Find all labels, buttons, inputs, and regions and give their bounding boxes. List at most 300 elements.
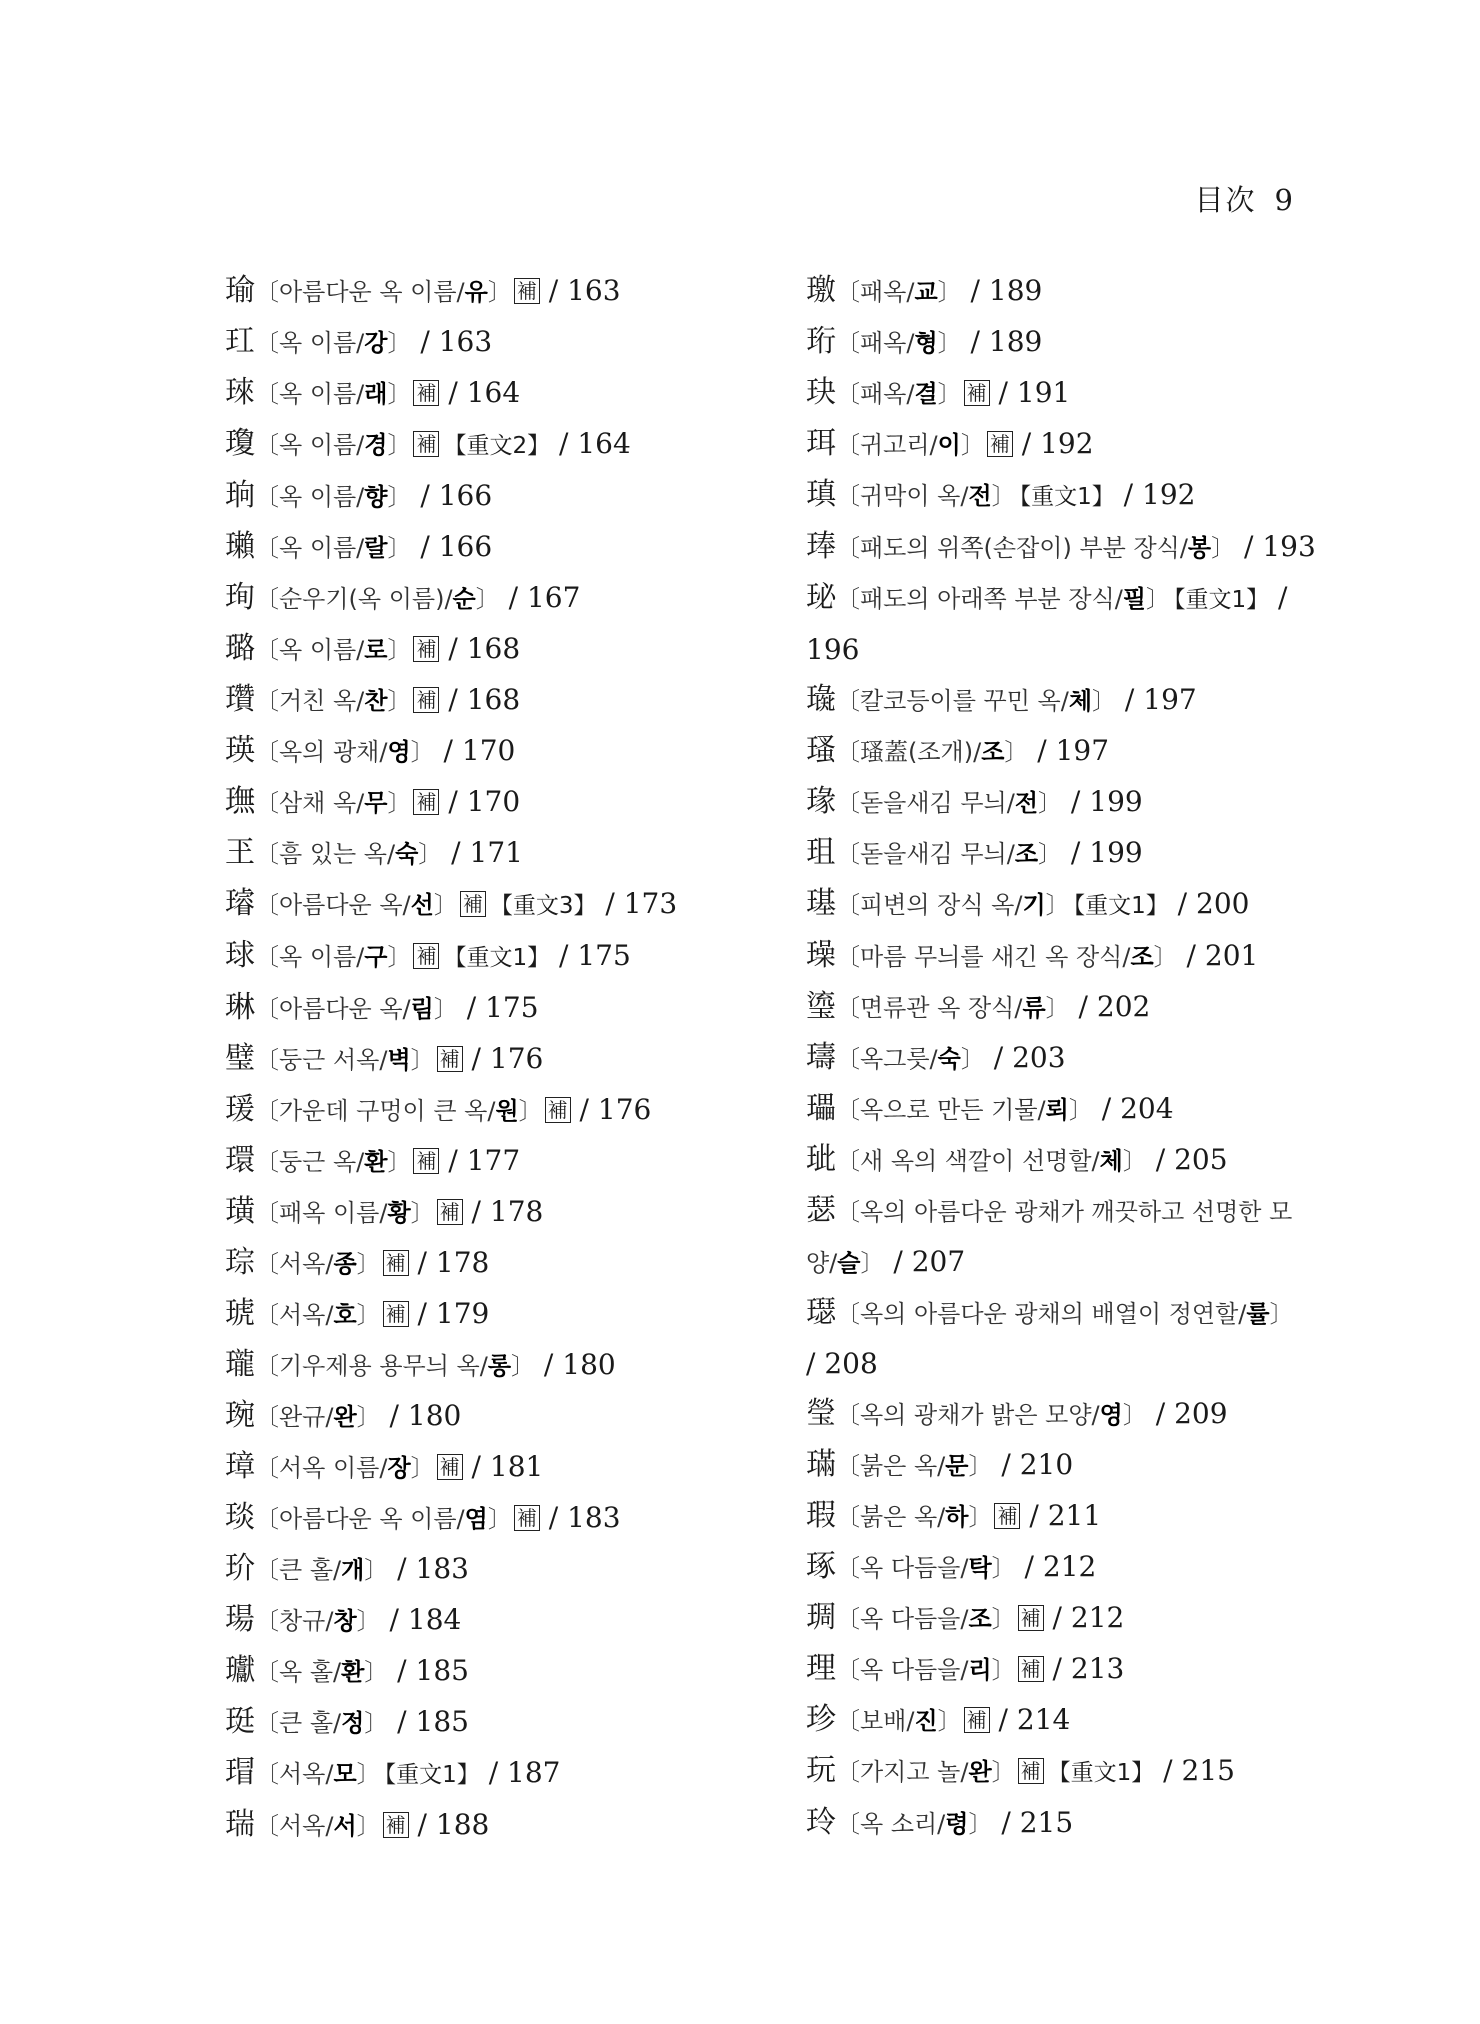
entry-gloss: 〔瑵蓋(조개)/조〕 [836,738,1029,766]
entry-meaning: 瑵蓋(조개)/ [860,738,982,766]
entry-character: 珥 [806,426,836,461]
entry-character: 瑕 [806,1498,836,1533]
toc-entry: 瓏〔기우제용 용무늬 옥/롱〕 / 180 [225,1347,616,1382]
entry-gloss: 〔둥근 옥/환〕 [255,1148,412,1176]
entry-meaning: 붉은 옥/ [860,1452,946,1480]
toc-entry: 瑕〔붉은 옥/하〕 補 / 211 [806,1498,1102,1533]
entry-reading: 랄 [364,534,388,562]
entry-reading: 뢰 [1045,1096,1069,1124]
entry-gloss: 〔옥 이름/랄〕 [255,534,412,562]
entry-character: 琳 [225,990,255,1025]
entry-character: 瓏 [225,1347,255,1382]
entry-character: 璂 [806,886,836,921]
entry-page-number: 207 [911,1245,966,1278]
entry-page-number: 192 [1040,427,1094,460]
entry-gloss: 〔서옥/모〕 [255,1760,381,1788]
entry-meaning: 옥 홀/ [279,1658,342,1686]
entry-reading: 래 [364,380,388,408]
entry-gloss: 〔옥 다듬을/리〕 [836,1656,1016,1684]
entry-character: 琜 [225,375,255,410]
toc-entry: 瑑〔돋을새김 무늬/전〕 / 199 [806,784,1143,819]
supplement-mark: 補 [413,636,439,662]
entry-page-number: 176 [489,1042,544,1075]
entry-character: 瑩 [806,1396,836,1431]
entry-meaning: 서옥/ [279,1250,334,1278]
entry-meaning: 칼코등이를 꾸민 옥/ [860,687,1069,715]
entry-meaning: 옥의 광채/ [279,738,388,766]
entry-gloss: 〔옥의 아름다운 광채의 배열이 정연할/률〕 [836,1300,1294,1328]
entry-reading: 정 [341,1709,365,1737]
toc-entry: 瑟〔옥의 아름다운 광채가 깨끗하고 선명한 모양/슬〕 / 207 [806,1193,1293,1278]
entry-character: 瓚 [225,682,255,717]
entry-meaning: 옥 다듬을/ [860,1605,969,1633]
entry-character: 瑛 [225,733,255,768]
entry-gloss: 〔붉은 옥/문〕 [836,1452,993,1480]
entry-character: 球 [225,938,255,973]
entry-meaning: 옥으로 만든 기물/ [860,1096,1046,1124]
entry-reading: 률 [1246,1300,1270,1328]
entry-reading: 영 [387,738,411,766]
entry-page-number: 214 [1016,1703,1071,1736]
entry-gloss: 〔돋을새김 무늬/조〕 [836,840,1063,868]
entry-gloss: 〔보배/진〕 [836,1707,962,1735]
toc-entry: 璬〔패옥/교〕 / 189 [806,273,1043,308]
entry-page-number: 199 [1089,785,1143,818]
toc-entry: 玩〔가지고 놀/완〕 補 【重文1】 / 215 [806,1753,1235,1788]
entry-meaning: 옥 이름/ [279,943,365,971]
entry-character: 璹 [806,1040,836,1075]
entry-page-number: 211 [1047,1499,1102,1532]
entry-character: 瑱 [806,477,836,512]
entry-reading: 숙 [937,1045,961,1073]
supplement-mark: 補 [514,1505,540,1531]
entry-reading: 벽 [387,1046,411,1074]
entry-page-number: 203 [1012,1041,1066,1074]
toc-entry: 琱〔옥 다듬을/조〕 補 / 212 [806,1600,1125,1635]
entry-character: 瓛 [225,1653,255,1688]
entry-meaning: 완규/ [279,1403,334,1431]
entry-reading: 이 [937,431,961,459]
toc-entry: 璿〔아름다운 옥/선〕 補 【重文3】 / 173 [225,886,678,921]
entry-reading: 숙 [395,840,419,868]
entry-reading: 원 [495,1097,519,1125]
entry-reading: 순 [452,585,476,613]
entry-reading: 슬 [837,1249,861,1277]
entry-character: 琬 [225,1398,255,1433]
toc-entry: 璐〔옥 이름/로〕 補 / 168 [225,631,521,666]
toc-entry: 琳〔아름다운 옥/림〕 / 175 [225,990,539,1025]
entry-character: 瓎 [225,529,255,564]
entry-character: 瑜 [225,273,255,308]
supplement-mark: 補 [383,1301,409,1327]
entry-gloss: 〔귀막이 옥/전〕 [836,482,1016,510]
toc-entry: 環〔둥근 옥/환〕 補 / 177 [225,1143,521,1178]
entry-meaning: 옥 다듬을/ [860,1554,969,1582]
entry-page-number: 171 [469,836,523,869]
toc-entry: 琬〔완규/완〕 / 180 [225,1398,462,1433]
entry-reading: 조 [981,738,1005,766]
toc-entry: 玠〔큰 홀/개〕 / 183 [225,1551,469,1586]
variant-note: 【重文1】 [443,945,551,971]
toc-entry: 璊〔붉은 옥/문〕 / 210 [806,1447,1074,1482]
entry-page-number: 187 [507,1756,561,1789]
entry-gloss: 〔면류관 옥 장식/류〕 [836,994,1070,1022]
entry-meaning: 가지고 놀/ [860,1758,969,1786]
supplement-mark: 補 [413,789,439,815]
entry-reading: 염 [464,1505,488,1533]
toc-entry: 球〔옥 이름/구〕 補 【重文1】 / 175 [225,938,631,973]
toc-entry: 珥〔귀고리/이〕 補 / 192 [806,426,1094,461]
toc-entry: 瓎〔옥 이름/랄〕 / 166 [225,529,493,564]
entry-reading: 봉 [1187,534,1212,562]
entry-gloss: 〔칼코등이를 꾸민 옥/체〕 [836,687,1117,715]
supplement-mark: 補 [1018,1605,1044,1631]
toc-entry: 珩〔패옥/형〕 / 189 [806,324,1043,359]
entry-meaning: 옥그릇/ [860,1045,938,1073]
toc-entry: 璜〔패옥 이름/황〕 補 / 178 [225,1194,544,1229]
entry-gloss: 〔옥의 광채가 밝은 모양/영〕 [836,1401,1147,1429]
entry-reading: 전 [1014,789,1039,817]
running-head [1195,178,1295,219]
entry-page-number: 208 [824,1347,878,1380]
entry-character: 瑒 [225,1602,255,1637]
toc-entry: 瑱〔귀막이 옥/전〕 【重文1】 / 192 [806,477,1196,512]
entry-meaning: 아름다운 옥 이름/ [279,1505,465,1533]
entry-gloss: 〔큰 홀/개〕 [255,1556,389,1584]
entry-character: 璬 [806,273,836,308]
entry-character: 瑞 [225,1807,255,1842]
supplement-mark: 補 [383,1812,409,1838]
entry-gloss: 〔옥 이름/강〕 [255,329,412,357]
entry-gloss: 〔아름다운 옥/선〕 [255,891,458,919]
entry-meaning: 옥의 광채가 밝은 모양/ [860,1401,1100,1429]
entry-gloss: 〔붉은 옥/하〕 [836,1503,993,1531]
entry-page-number: 191 [1016,376,1071,409]
entry-character: 瓊 [225,426,255,461]
entry-gloss: 〔서옥/호〕 [255,1301,381,1329]
entry-meaning: 가운데 구멍이 큰 옥/ [279,1097,496,1125]
entry-character: 璑 [225,784,255,819]
entry-page-number: 210 [1019,1448,1074,1481]
entry-page-number: 192 [1142,478,1196,511]
entry-gloss: 〔옥 이름/로〕 [255,636,412,664]
supplement-mark: 補 [994,1503,1020,1529]
entry-meaning: 패옥 이름/ [279,1199,388,1227]
toc-entry: 珇〔돋을새김 무늬/조〕 / 199 [806,835,1143,870]
entry-gloss: 〔귀고리/이〕 [836,431,985,459]
entry-character: 玲 [806,1805,836,1840]
entry-page-number: 164 [577,427,631,460]
toc-entry: 琮〔서옥/종〕 補 / 178 [225,1245,490,1280]
entry-page-number: 197 [1055,734,1110,767]
variant-note: 【重文1】 [1073,893,1169,919]
entry-reading: 조 [1130,943,1154,971]
entry-gloss: 〔아름다운 옥/림〕 [255,995,458,1023]
entry-reading: 조 [968,1605,992,1633]
entry-page-number: 213 [1070,1652,1125,1685]
entry-meaning: 서옥 이름/ [279,1454,388,1482]
entry-page-number: 209 [1174,1397,1228,1430]
entry-meaning: 옥 이름/ [279,636,365,664]
entry-page-number: 168 [466,683,521,716]
entry-meaning: 보배/ [860,1707,915,1735]
entry-reading: 필 [1122,585,1146,613]
entry-reading: 로 [364,636,388,664]
entry-page-number: 200 [1196,887,1250,920]
entry-reading: 서 [333,1812,357,1840]
supplement-mark: 補 [987,431,1013,457]
entry-character: 環 [225,1143,255,1178]
entry-gloss: 〔새 옥의 색깔이 선명할/체〕 [836,1147,1147,1175]
entry-page-number: 205 [1174,1143,1228,1176]
toc-entry: 璑〔삼채 옥/무〕 補 / 170 [225,784,521,819]
entry-reading: 영 [1099,1401,1123,1429]
entry-character: 璐 [225,631,255,666]
entry-reading: 선 [410,891,434,919]
entry-character: 璏 [806,682,836,717]
entry-gloss: 〔서옥/종〕 [255,1250,381,1278]
entry-character: 玩 [806,1753,836,1788]
entry-meaning: 둥근 옥/ [279,1148,365,1176]
toc-entry: 璋〔서옥 이름/장〕 補 / 181 [225,1449,544,1484]
toc-entry: 珦〔옥 이름/향〕 / 166 [225,478,493,513]
toc-entry: 璂〔피변의 장식 옥/기〕 【重文1】 / 200 [806,886,1250,921]
supplement-mark: 補 [437,1046,463,1072]
entry-reading: 찬 [364,687,388,715]
entry-page-number: 167 [526,581,581,614]
entry-meaning: 옥 이름/ [279,534,365,562]
entry-character: 琮 [225,1245,255,1280]
supplement-mark: 補 [545,1097,571,1123]
entry-page-number: 185 [415,1654,469,1687]
supplement-mark: 補 [413,431,439,457]
entry-character: 璊 [806,1447,836,1482]
variant-note: 【重文1】 [1019,484,1115,510]
entry-page-number: 212 [1070,1601,1125,1634]
entry-character: 玠 [225,1551,255,1586]
entry-page-number: 183 [415,1552,469,1585]
entry-meaning: 옥 이름/ [279,329,365,357]
entry-page-number: 180 [562,1348,616,1381]
entry-meaning: 창규/ [279,1607,334,1635]
entry-character: 琰 [225,1500,255,1535]
variant-note: 【重文3】 [489,893,597,919]
toc-entry: 琫〔패도의 위쪽(손잡이) 부분 장식/봉〕 / 193 [806,529,1316,564]
entry-meaning: 옥 다듬을/ [860,1656,969,1684]
toc-entry: 琰〔아름다운 옥 이름/염〕 補 / 183 [225,1500,621,1535]
entry-reading: 무 [364,789,388,817]
entry-page-number: 164 [466,376,521,409]
entry-meaning: 새 옥의 색깔이 선명할/ [860,1147,1100,1175]
entry-meaning: 피변의 장식 옥/ [860,891,1023,919]
entry-meaning: 순우기(옥 이름)/ [279,585,453,613]
entry-page-number: 163 [438,325,493,358]
entry-meaning: 패옥/ [860,278,915,306]
toc-entry: 瓊〔옥 이름/경〕 補 【重文2】 / 164 [225,426,631,461]
entry-character: 琥 [225,1296,255,1331]
entry-gloss: 〔서옥/서〕 [255,1812,381,1840]
toc-entry: 瑩〔옥의 광채가 밝은 모양/영〕 / 209 [806,1396,1228,1431]
entry-page-number: 183 [567,1501,621,1534]
entry-meaning: 아름다운 옥/ [279,995,411,1023]
entry-gloss: 〔큰 홀/정〕 [255,1709,389,1737]
entry-reading: 체 [1068,687,1093,715]
entry-gloss: 〔아름다운 옥 이름/염〕 [255,1505,512,1533]
entry-character: 珦 [225,478,255,513]
entry-page-number: 215 [1181,1754,1235,1787]
entry-gloss: 〔마름 무늬를 새긴 옥 장식/조〕 [836,943,1178,971]
entry-reading: 구 [364,943,388,971]
entry-reading: 유 [464,278,488,306]
entry-reading: 탁 [968,1554,992,1582]
entry-character: 玊 [225,835,255,870]
entry-reading: 체 [1099,1147,1123,1175]
entry-reading: 형 [914,329,938,357]
entry-page-number: 215 [1019,1806,1074,1839]
entry-character: 玒 [225,324,255,359]
entry-reading: 문 [945,1452,969,1480]
entry-reading: 교 [914,278,938,306]
entry-meaning: 흠 있는 옥/ [279,840,396,868]
toc-entry: 玒〔옥 이름/강〕 / 163 [225,324,493,359]
entry-meaning: 큰 홀/ [279,1556,342,1584]
entry-character: 瑬 [806,989,836,1024]
entry-meaning: 서옥/ [279,1812,334,1840]
entry-page-number: 185 [415,1705,469,1738]
entry-page-number: 168 [466,632,521,665]
entry-character: 珽 [225,1704,255,1739]
entry-page-number: 170 [466,785,521,818]
entry-character: 玦 [806,375,836,410]
entry-page-number: 196 [806,633,860,666]
entry-character: 瑑 [806,784,836,819]
supplement-mark: 補 [383,1250,409,1276]
toc-column-right [806,266,1316,1849]
entry-reading: 전 [968,482,992,510]
supplement-mark: 補 [964,1707,990,1733]
entry-gloss: 〔옥 이름/향〕 [255,483,412,511]
entry-reading: 창 [333,1607,357,1635]
variant-note: 【重文1】 [1174,587,1270,613]
supplement-mark: 補 [437,1454,463,1480]
entry-meaning: 옥 이름/ [279,431,365,459]
entry-character: 珩 [806,324,836,359]
supplement-mark: 補 [413,943,439,969]
toc-entry: 瓛〔옥 홀/환〕 / 185 [225,1653,469,1688]
entry-character: 璧 [225,1041,255,1076]
entry-meaning: 마름 무늬를 새긴 옥 장식/ [860,943,1131,971]
entry-character: 璪 [806,938,836,973]
entry-reading: 리 [968,1656,992,1684]
entry-reading: 호 [333,1301,357,1329]
entry-meaning: 패도의 위쪽(손잡이) 부분 장식/ [860,534,1188,562]
entry-reading: 향 [364,483,388,511]
entry-page-number: 166 [438,530,493,563]
entry-reading: 환 [364,1148,388,1176]
toc-column-left [225,266,785,1851]
entry-gloss: 〔옥 소리/령〕 [836,1810,993,1838]
entry-character: 琫 [806,529,836,564]
entry-meaning: 아름다운 옥 이름/ [279,278,465,306]
entry-page-number: 212 [1042,1550,1097,1583]
entry-gloss: 〔패도의 위쪽(손잡이) 부분 장식/봉〕 [836,534,1236,562]
entry-gloss: 〔패옥/결〕 [836,380,962,408]
entry-page-number: 189 [988,274,1043,307]
toc-entry: 瑗〔가운데 구멍이 큰 옥/원〕 補 / 176 [225,1092,652,1127]
entry-meaning: 돋을새김 무늬/ [860,789,1015,817]
entry-gloss: 〔가지고 놀/완〕 [836,1758,1016,1786]
entry-meaning: 서옥/ [279,1760,334,1788]
entry-page-number: 189 [988,325,1043,358]
entry-reading: 황 [387,1199,411,1227]
toc-entry: 玲〔옥 소리/령〕 / 215 [806,1805,1074,1840]
entry-page-number: 193 [1262,530,1316,563]
entry-reading: 종 [333,1250,357,1278]
entry-gloss: 〔순우기(옥 이름)/순〕 [255,585,500,613]
entry-reading: 롱 [487,1352,512,1380]
entry-page-number: 175 [485,991,539,1024]
entry-page-number: 170 [461,734,516,767]
entry-character: 珌 [806,580,836,615]
entry-page-number: 202 [1096,990,1151,1023]
entry-reading: 기 [1022,891,1046,919]
entry-gloss: 〔피변의 장식 옥/기〕 [836,891,1070,919]
variant-note: 【重文1】 [1047,1760,1155,1786]
entry-reading: 개 [341,1556,365,1584]
entry-reading: 류 [1022,994,1046,1022]
entry-page-number: 184 [407,1603,462,1636]
entry-gloss: 〔옥의 아름다운 광채가 깨끗하고 선명한 모양/슬〕 [806,1198,1293,1277]
entry-gloss: 〔패도의 아래쪽 부분 장식/필〕 [836,585,1170,613]
entry-page-number: 178 [489,1195,544,1228]
entry-page-number: 188 [435,1808,490,1841]
entry-gloss: 〔옥 이름/래〕 [255,380,412,408]
entry-gloss: 〔패옥/형〕 [836,329,962,357]
entry-gloss: 〔흠 있는 옥/숙〕 [255,840,443,868]
supplement-mark: 補 [1018,1656,1044,1682]
entry-gloss: 〔옥으로 만든 기물/뢰〕 [836,1096,1093,1124]
entry-gloss: 〔옥의 광채/영〕 [255,738,435,766]
supplement-mark: 補 [437,1199,463,1225]
entry-meaning: 기우제용 용무늬 옥/ [279,1352,488,1380]
toc-entry: 瓚〔거친 옥/찬〕 補 / 168 [225,682,521,717]
entry-meaning: 귀고리/ [860,431,938,459]
toc-entry: 珍〔보배/진〕 補 / 214 [806,1702,1071,1737]
entry-reading: 결 [914,380,938,408]
entry-gloss: 〔기우제용 용무늬 옥/롱〕 [255,1352,536,1380]
entry-page-number: 199 [1089,836,1143,869]
toc-entry: 瑛〔옥의 광채/영〕 / 170 [225,733,516,768]
toc-entry: 瑵〔瑵蓋(조개)/조〕 / 197 [806,733,1110,768]
entry-character: 琢 [806,1549,836,1584]
entry-meaning: 옥의 아름다운 광채가 깨끗하고 선명한 모양/ [806,1198,1293,1277]
entry-meaning: 패옥/ [860,329,915,357]
supplement-mark: 補 [413,1148,439,1174]
variant-note: 【重文2】 [443,433,551,459]
toc-entry: 琢〔옥 다듬을/탁〕 / 212 [806,1549,1097,1584]
entry-gloss: 〔옥 홀/환〕 [255,1658,389,1686]
toc-entry: 珽〔큰 홀/정〕 / 185 [225,1704,469,1739]
supplement-mark: 補 [964,380,990,406]
entry-character: 琱 [806,1600,836,1635]
toc-entry: 瑜〔아름다운 옥 이름/유〕 補 / 163 [225,273,621,308]
toc-entry: 璧〔둥근 서옥/벽〕 補 / 176 [225,1041,544,1076]
entry-page-number: 163 [567,274,621,307]
entry-reading: 완 [968,1758,992,1786]
toc-entry: 理〔옥 다듬을/리〕 補 / 213 [806,1651,1125,1686]
toc-entry: 琥〔서옥/호〕 補 / 179 [225,1296,490,1331]
entry-gloss: 〔옥 이름/경〕 [255,431,412,459]
